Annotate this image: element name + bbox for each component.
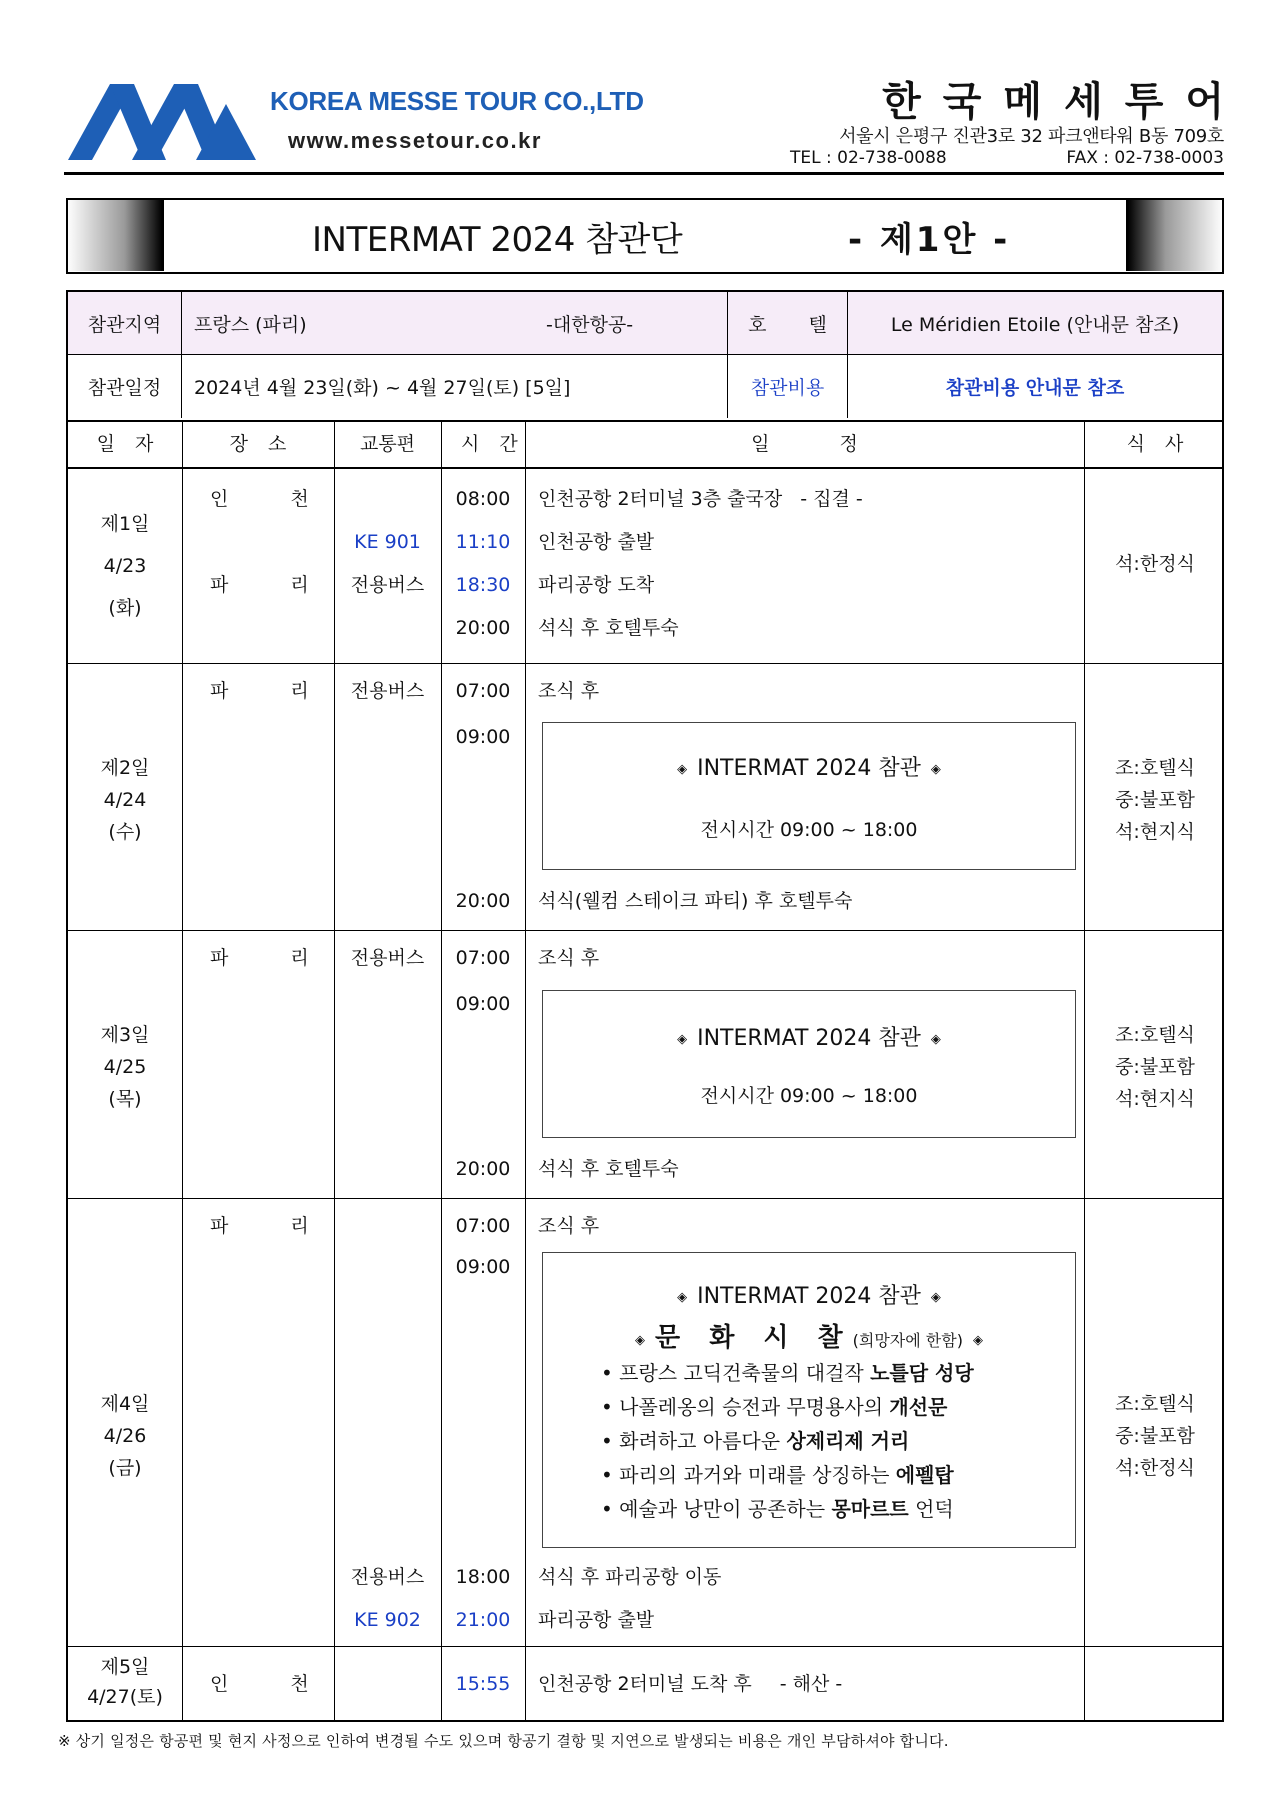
col-divider bbox=[334, 422, 335, 1720]
time: 21:00 bbox=[455, 1609, 511, 1631]
tour-spot-name: 몽마르트 bbox=[831, 1497, 909, 1521]
diamond-icon: ◈ bbox=[677, 761, 688, 777]
expo-title-line bbox=[543, 1279, 1075, 1310]
schedule-item: 석식 후 호텔투숙 bbox=[538, 617, 679, 639]
diamond-icon: ◈ bbox=[930, 1289, 941, 1305]
day-label: 제5일 bbox=[100, 1656, 150, 1678]
meal-dinner: 석:현지식 bbox=[1115, 821, 1195, 843]
tour-spot bbox=[601, 1499, 954, 1519]
meals bbox=[1084, 1019, 1226, 1115]
banner-gradient-left bbox=[68, 200, 164, 271]
time: 07:00 bbox=[455, 680, 511, 702]
day-label: 제1일 bbox=[100, 513, 150, 535]
meals bbox=[1084, 1388, 1226, 1484]
time: 20:00 bbox=[455, 890, 511, 912]
day-date: 4/27(토) bbox=[87, 1686, 163, 1708]
company-address: 서울시 은평구 진관3로 32 파크앤타워 B동 709호 bbox=[839, 126, 1224, 147]
col-header-text: 교통편 bbox=[359, 433, 416, 455]
diamond-icon: ◈ bbox=[677, 1031, 688, 1047]
time: 11:10 bbox=[455, 531, 511, 553]
day-3-date bbox=[68, 1019, 182, 1115]
row-divider bbox=[68, 1646, 1222, 1647]
meals: 석:한정식 bbox=[1115, 553, 1195, 575]
culture-title: 문 화 시 찰 bbox=[655, 1323, 853, 1353]
col-header-transport bbox=[334, 435, 441, 454]
time: 20:00 bbox=[455, 617, 511, 639]
expo-title: INTERMAT 2024 참관 bbox=[697, 756, 921, 781]
schedule-note: - 해산 - bbox=[779, 1673, 843, 1695]
col-header-text: 장소 bbox=[229, 433, 307, 455]
meal-breakfast: 조:호텔식 bbox=[1115, 1393, 1195, 1415]
company-name-english: KOREA MESSE TOUR CO.,LTD bbox=[270, 86, 644, 116]
tour-spot-desc: • 프랑스 고딕건축물의 대걸작 bbox=[601, 1361, 871, 1385]
tour-spot-name: 상제리제 거리 bbox=[786, 1429, 910, 1453]
meal-breakfast: 조:호텔식 bbox=[1115, 757, 1195, 779]
expo-title-line bbox=[543, 1021, 1075, 1052]
diamond-icon: ◈ bbox=[635, 1332, 646, 1348]
footnote: ※ 상기 일정은 항공편 및 현지 사정으로 인하여 변경될 수도 있으며 항공기 결항 및 지연으로 발생되는 비용은 개인 부담하셔야 합니다. bbox=[58, 1732, 949, 1750]
col-header-schedule bbox=[525, 435, 1084, 454]
day-date: 4/24 bbox=[103, 789, 147, 811]
schedule-item: 조식 후 bbox=[538, 680, 600, 702]
tour-spot-suffix: 언덕 bbox=[908, 1497, 954, 1521]
day-weekday: (수) bbox=[108, 821, 142, 843]
tour-spot bbox=[601, 1431, 909, 1451]
meal-dinner: 석:한정식 bbox=[1115, 1457, 1195, 1479]
time: 20:00 bbox=[455, 1158, 511, 1180]
cost-value: 참관비용 안내문 참조 bbox=[945, 377, 1125, 399]
document-title: INTERMAT 2024 참관단 bbox=[312, 220, 683, 260]
day-weekday: (금) bbox=[108, 1457, 142, 1479]
col-header-place bbox=[182, 435, 334, 454]
diamond-icon: ◈ bbox=[930, 761, 941, 777]
day-date: 4/25 bbox=[103, 1056, 147, 1078]
col-header-time bbox=[441, 433, 538, 455]
expo-hours: 전시시간 09:00 ~ 18:00 bbox=[700, 819, 918, 841]
col-header-text: 일자 bbox=[96, 433, 174, 455]
time: 07:00 bbox=[455, 947, 511, 969]
place: 인 천 bbox=[210, 488, 337, 510]
day-1-date bbox=[68, 508, 182, 624]
expo-hours: 전시시간 09:00 ~ 18:00 bbox=[700, 1085, 918, 1107]
title-banner bbox=[66, 198, 1224, 274]
schedule-note: - 집결 - bbox=[800, 488, 863, 510]
row-divider bbox=[68, 930, 1222, 931]
expo-box bbox=[542, 722, 1076, 870]
col-divider bbox=[441, 422, 442, 1720]
schedule-item: 인천공항 출발 bbox=[538, 531, 655, 553]
schedule-item bbox=[538, 1675, 842, 1694]
company-fax: FAX : 02-738-0003 bbox=[1066, 148, 1224, 168]
tour-spot-name: 에펠탑 bbox=[895, 1463, 954, 1487]
region-label: 참관지역 bbox=[68, 292, 182, 354]
place: 파 리 bbox=[210, 574, 337, 596]
day-label: 제2일 bbox=[100, 757, 150, 779]
meal-lunch: 중:불포함 bbox=[1115, 1425, 1195, 1447]
col-header-text: 시간 bbox=[461, 433, 538, 455]
tour-spot-desc: • 나폴레옹의 승전과 무명용사의 bbox=[601, 1395, 890, 1419]
tour-spot-desc: • 파리의 과거와 미래를 상징하는 bbox=[601, 1463, 896, 1487]
letterhead bbox=[64, 60, 1246, 175]
col-header-meals bbox=[1084, 435, 1226, 454]
transport: 전용버스 bbox=[350, 947, 425, 969]
tour-spot-desc: • 화려하고 아름다운 bbox=[601, 1429, 787, 1453]
company-tel: TEL : 02-738-0088 bbox=[790, 148, 947, 168]
diamond-icon: ◈ bbox=[972, 1332, 983, 1348]
schedule-item bbox=[538, 490, 863, 509]
day-weekday: (화) bbox=[108, 597, 142, 619]
period-label: 참관일정 bbox=[68, 355, 182, 418]
info-row-period bbox=[68, 355, 1222, 418]
col-header-text: 식사 bbox=[1126, 433, 1204, 455]
tour-spot bbox=[601, 1363, 974, 1383]
transport: 전용버스 bbox=[350, 1566, 425, 1588]
culture-note: (희망자에 한함) bbox=[852, 1331, 963, 1350]
time: 09:00 bbox=[455, 726, 511, 748]
company-website: www.messetour.co.kr bbox=[288, 128, 542, 153]
time: 18:00 bbox=[455, 1566, 511, 1588]
transport: 전용버스 bbox=[350, 680, 425, 702]
day-label: 제3일 bbox=[100, 1024, 150, 1046]
place: 파 리 bbox=[210, 680, 337, 702]
time: 07:00 bbox=[455, 1215, 511, 1237]
banner-gradient-right bbox=[1126, 200, 1222, 271]
place: 인 천 bbox=[210, 1673, 337, 1695]
flight-number: KE 901 bbox=[354, 531, 421, 553]
itinerary-table bbox=[66, 420, 1224, 1722]
schedule-item: 석식 후 호텔투숙 bbox=[538, 1158, 679, 1180]
schedule-item: 석식 후 파리공항 이동 bbox=[538, 1566, 722, 1588]
header-divider bbox=[68, 467, 1222, 469]
schedule-item: 조식 후 bbox=[538, 947, 600, 969]
tour-spot bbox=[601, 1397, 947, 1417]
meal-lunch: 중:불포함 bbox=[1115, 789, 1195, 811]
col-header-date bbox=[68, 435, 182, 454]
period-value: 2024년 4월 23일(화) ~ 4월 27일(토) [5일] bbox=[182, 355, 728, 418]
expo-title: INTERMAT 2024 참관 bbox=[697, 1026, 921, 1051]
row-divider bbox=[68, 663, 1222, 664]
expo-culture-box bbox=[542, 1252, 1076, 1548]
meals bbox=[1084, 752, 1226, 848]
day-date: 4/23 bbox=[103, 555, 147, 577]
diamond-icon: ◈ bbox=[930, 1031, 941, 1047]
cost-label: 참관비용 bbox=[728, 355, 848, 418]
time: 09:00 bbox=[455, 1256, 511, 1278]
time: 18:30 bbox=[455, 574, 511, 596]
culture-title-line bbox=[543, 1317, 1075, 1354]
place: 파 리 bbox=[210, 1215, 337, 1237]
day-2-date bbox=[68, 752, 182, 848]
meal-breakfast: 조:호텔식 bbox=[1115, 1024, 1195, 1046]
tour-spot-name: 노틀담 성당 bbox=[870, 1361, 974, 1385]
row-divider bbox=[68, 1198, 1222, 1199]
tour-info-table bbox=[66, 290, 1224, 420]
schedule-text: 인천공항 2터미널 3층 출국장 bbox=[538, 488, 783, 510]
airline-value: -대한항공- bbox=[546, 313, 634, 336]
tour-spot-name: 개선문 bbox=[889, 1395, 948, 1419]
col-divider bbox=[525, 422, 526, 1720]
day-date: 4/26 bbox=[103, 1425, 147, 1447]
time: 08:00 bbox=[455, 488, 511, 510]
transport: 전용버스 bbox=[350, 574, 425, 596]
col-header-text: 일정 bbox=[751, 433, 928, 455]
day-4-date bbox=[68, 1388, 182, 1484]
schedule-item: 파리공항 도착 bbox=[538, 574, 655, 596]
expo-title-line bbox=[543, 751, 1075, 782]
meal-dinner: 석:현지식 bbox=[1115, 1088, 1195, 1110]
place: 파 리 bbox=[210, 947, 337, 969]
schedule-item: 파리공항 출발 bbox=[538, 1609, 655, 1631]
info-row-region bbox=[68, 292, 1222, 355]
day-label: 제4일 bbox=[100, 1393, 150, 1415]
expo-box bbox=[542, 990, 1076, 1138]
flight-number: KE 902 bbox=[354, 1609, 421, 1631]
col-divider bbox=[182, 422, 183, 1720]
expo-title: INTERMAT 2024 참관 bbox=[697, 1284, 921, 1309]
time: 09:00 bbox=[455, 993, 511, 1015]
tour-spot bbox=[601, 1465, 954, 1485]
schedule-item: 조식 후 bbox=[538, 1215, 600, 1237]
region-cell bbox=[182, 292, 728, 354]
plan-label: - 제1안 - bbox=[848, 220, 1011, 260]
time: 15:55 bbox=[455, 1673, 511, 1695]
company-name-korean: 한국메세투어 bbox=[882, 79, 1246, 125]
day-weekday: (목) bbox=[108, 1088, 142, 1110]
hotel-label: 호 텔 bbox=[728, 292, 848, 354]
schedule-text: 인천공항 2터미널 도착 후 bbox=[538, 1673, 752, 1695]
meal-lunch: 중:불포함 bbox=[1115, 1056, 1195, 1078]
tour-spot-desc: • 예술과 낭만이 공존하는 bbox=[601, 1497, 832, 1521]
company-logo bbox=[68, 84, 256, 160]
hotel-value: Le Méridien Etoile (안내문 참조) bbox=[890, 313, 1180, 336]
region-value: 프랑스 (파리) bbox=[194, 313, 307, 336]
day-5-date bbox=[68, 1652, 182, 1712]
schedule-item: 석식(웰컴 스테이크 파티) 후 호텔투숙 bbox=[538, 890, 853, 912]
diamond-icon: ◈ bbox=[677, 1289, 688, 1305]
